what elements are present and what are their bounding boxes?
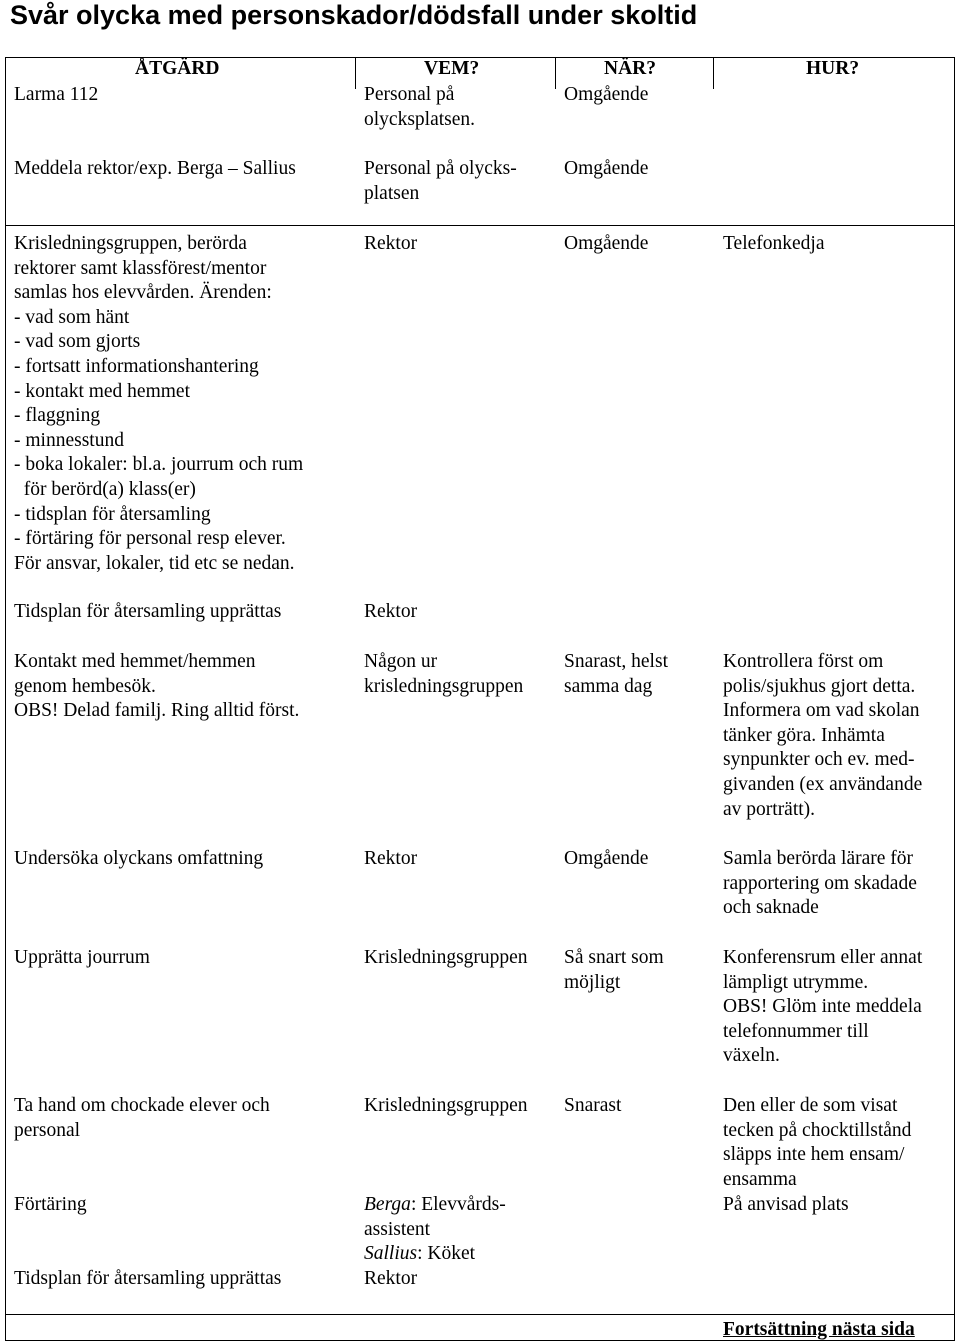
column-header-nar: NÄR? — [604, 58, 656, 79]
cell-line: Kontakt med hemmet/hemmen — [14, 651, 256, 672]
table-cell-vem — [364, 946, 528, 971]
table-cell-vem — [364, 83, 475, 132]
cell-line: Personal på olycks- — [364, 158, 517, 179]
cell-text: : Elevvårds- — [410, 1194, 506, 1215]
cell-line: För ansvar, lokaler, tid etc se nedan. — [14, 552, 295, 574]
cell-line: Snarast, helst — [564, 651, 668, 672]
row-divider — [5, 1314, 955, 1315]
cell-line: växeln. — [723, 1045, 780, 1067]
table-cell-nar — [564, 650, 668, 699]
cell-line: Ta hand om chockade elever och — [14, 1095, 270, 1116]
cell-line: samma dag — [564, 675, 653, 697]
column-header-hur: HUR? — [806, 58, 860, 79]
column-header-vem: VEM? — [424, 58, 480, 79]
cell-line: Rektor — [364, 1268, 418, 1289]
cell-line: - flaggning — [14, 405, 101, 427]
table-cell-atgard — [14, 1193, 87, 1218]
table-cell-nar — [564, 83, 648, 108]
cell-line: Rektor — [364, 233, 418, 254]
table-cell-vem — [364, 600, 417, 625]
cell-line: Krisledningsgruppen — [364, 947, 528, 968]
cell-line: - vad som hänt — [14, 306, 130, 328]
cell-line: tänker göra. Inhämta — [723, 724, 885, 746]
table-cell-hur — [723, 1094, 911, 1192]
table-cell-atgard — [14, 650, 299, 724]
cell-line: Undersöka olyckans omfattning — [14, 848, 264, 869]
cell-text: : Köket — [417, 1243, 476, 1265]
page-title: Svår olycka med personskador/dödsfall under skoltid — [10, 0, 698, 30]
cell-line: - fortsatt informationshantering — [14, 355, 259, 377]
table-cell-atgard — [14, 232, 303, 576]
table-cell-vem — [364, 1094, 528, 1119]
cell-line: av porträtt). — [723, 798, 816, 820]
responsible-name: Berga — [364, 1194, 411, 1215]
table-cell-vem — [364, 1193, 506, 1267]
cell-line: lämpligt utrymme. — [723, 971, 869, 993]
cell-line: Larma 112 — [14, 84, 99, 105]
cell-line: Snarast — [564, 1095, 622, 1116]
cell-line: Omgående — [564, 158, 649, 179]
cell-line: personal — [14, 1119, 81, 1141]
cell-line: släpps inte hem ensam/ — [723, 1144, 905, 1166]
cell-line: Rektor — [364, 848, 418, 869]
cell-line: och saknade — [723, 897, 819, 919]
cell-line: tecken på chocktillstånd — [723, 1119, 912, 1141]
table-cell-atgard — [14, 83, 98, 108]
cell-line: - vad som gjorts — [14, 331, 141, 353]
cell-line: rektorer samt klassförest/mentor — [14, 257, 267, 279]
table-cell-hur — [723, 650, 922, 822]
table-cell-hur — [723, 232, 825, 257]
cell-line: Tidsplan för återsamling upprättas — [14, 1268, 282, 1289]
cell-line: Krisledningsgruppen — [364, 1095, 528, 1116]
table-cell-atgard — [14, 600, 281, 625]
cell-line: krisledningsgruppen — [364, 675, 524, 697]
continued-note: Fortsättning nästa sida — [723, 1319, 915, 1340]
column-divider — [355, 57, 356, 89]
column-divider — [713, 57, 714, 89]
cell-line: OBS! Glöm inte meddela — [723, 996, 922, 1018]
table-cell-nar — [564, 1094, 621, 1119]
cell-line: olycksplatsen. — [364, 108, 476, 130]
cell-line: På anvisad plats — [723, 1194, 849, 1215]
table-cell-vem — [364, 232, 417, 257]
cell-line: möjligt — [564, 971, 621, 993]
cell-line: telefonnummer till — [723, 1020, 869, 1042]
table-cell-vem — [364, 157, 517, 206]
column-header-atgard: ÅTGÄRD — [135, 58, 220, 79]
column-divider — [555, 57, 556, 89]
cell-line: rapportering om skadade — [723, 872, 917, 894]
cell-line: Krisledningsgruppen, berörda — [14, 233, 247, 254]
table-cell-nar — [564, 946, 664, 995]
table-cell-hur — [723, 847, 917, 921]
cell-line: Omgående — [564, 233, 649, 254]
cell-line: Den eller de som visat — [723, 1095, 898, 1116]
cell-line: Samla berörda lärare för — [723, 848, 914, 869]
cell-line: samlas hos elevvården. Ärenden: — [14, 282, 272, 304]
table-cell-atgard — [14, 946, 150, 971]
cell-text: assistent — [364, 1218, 431, 1240]
cell-line: OBS! Delad familj. Ring alltid först. — [14, 700, 300, 722]
table-cell-nar — [564, 232, 648, 257]
cell-line: - boka lokaler: bl.a. jourrum och rum — [14, 454, 304, 476]
cell-line: synpunkter och ev. med- — [723, 749, 915, 771]
cell-line: polis/sjukhus gjort detta. — [723, 675, 916, 697]
cell-line: - tidsplan för återsamling — [14, 503, 211, 525]
cell-line: genom hembesök. — [14, 675, 156, 697]
cell-line: Telefonkedja — [723, 233, 825, 254]
table-cell-nar — [564, 847, 648, 872]
table-cell-atgard — [14, 1094, 270, 1143]
cell-line: Tidsplan för återsamling upprättas — [14, 601, 282, 622]
cell-line: Så snart som — [564, 947, 664, 968]
table-cell-atgard — [14, 157, 296, 182]
cell-line — [364, 1218, 506, 1243]
table-cell-vem — [364, 847, 417, 872]
cell-line: - förtäring för personal resp elever. — [14, 528, 286, 550]
cell-line: Rektor — [364, 601, 418, 622]
cell-line: Meddela rektor/exp. Berga – Sallius — [14, 158, 296, 179]
table-cell-hur — [723, 1193, 849, 1218]
cell-line: - minnesstund — [14, 429, 124, 451]
table-cell-hur — [723, 946, 922, 1069]
cell-line: Förtäring — [14, 1194, 87, 1215]
cell-line — [364, 1193, 506, 1218]
cell-line: - kontakt med hemmet — [14, 380, 190, 402]
cell-line: Konferensrum eller annat — [723, 947, 923, 968]
cell-line: Någon ur — [364, 651, 438, 672]
cell-line: Omgående — [564, 84, 649, 105]
table-cell-vem — [364, 1267, 417, 1292]
table-cell-atgard — [14, 847, 263, 872]
cell-line: Kontrollera först om — [723, 651, 884, 672]
responsible-name: Sallius — [364, 1243, 418, 1265]
table-cell-atgard — [14, 1267, 281, 1292]
cell-line: Personal på — [364, 84, 455, 105]
table-cell-vem — [364, 650, 523, 699]
table-cell-nar — [564, 157, 648, 182]
cell-line: Upprätta jourrum — [14, 947, 150, 968]
cell-line: för berörd(a) klass(er) — [14, 478, 196, 500]
row-divider — [5, 225, 955, 226]
cell-line: Informera om vad skolan — [723, 700, 920, 722]
cell-line: givanden (ex användande — [723, 773, 923, 795]
cell-line: platsen — [364, 182, 420, 204]
cell-line: Omgående — [564, 848, 649, 869]
cell-line — [364, 1242, 506, 1267]
cell-line: ensamma — [723, 1168, 797, 1190]
